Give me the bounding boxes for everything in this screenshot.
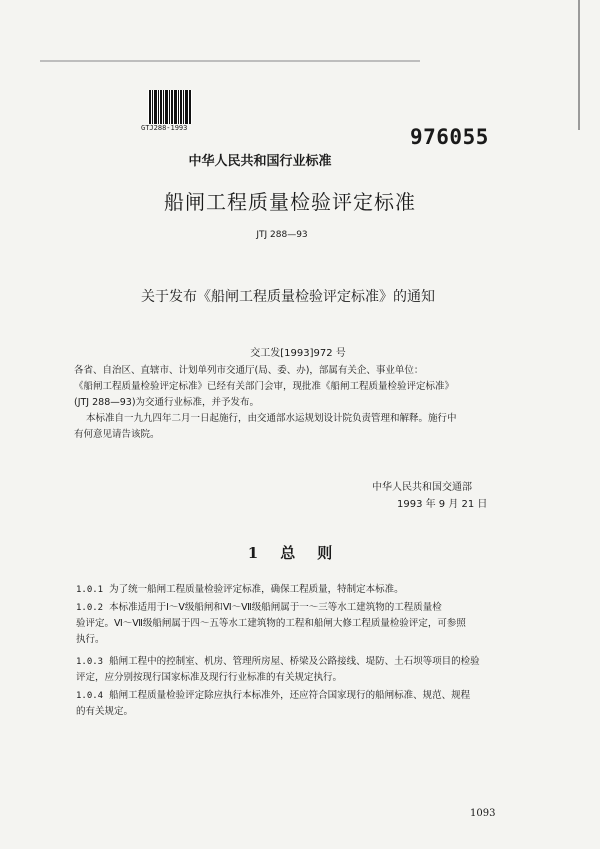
clause-text: 船闸工程中的控制室、机房、管理所房屋、桥梁及公路接线、堤防、土石坝等项目的检验 <box>109 656 480 667</box>
clause-text: 本标准适用于Ⅰ～Ⅴ级船闸和Ⅵ～Ⅶ级船闸属于一～三等水工建筑物的工程质量检 <box>109 602 442 613</box>
clause <box>76 654 518 670</box>
clause-continuation: 评定，应分别按现行国家标准及现行行业标准的有关规定执行。 <box>76 672 343 683</box>
barcode-text: GTJ288-1993 <box>141 124 188 132</box>
clause-text: 为了统一船闸工程质量检验评定标准，确保工程质量，特制定本标准。 <box>109 584 404 595</box>
notice-title-text: 关于发布《船闸工程质量检验评定标准》的通知 <box>141 289 435 305</box>
page-title-text: 船闸工程质量检验评定标准 <box>164 190 416 214</box>
scan-edge-right <box>578 0 580 130</box>
doc-issue-number-text: 交工发[1993]972 号 <box>250 348 346 359</box>
clause <box>76 582 518 598</box>
clause-continuation: 的有关规定。 <box>76 706 134 717</box>
chapter-heading <box>0 542 600 563</box>
standard-code <box>0 230 600 240</box>
notice-body-line: (JTJ 288—93)为交通行业标准，并予发布。 <box>74 397 260 408</box>
clause <box>76 600 518 616</box>
chapter-title-a: 总 <box>280 544 296 562</box>
notice-body-line: 本标准自一九九四年二月一日起施行，由交通部水运规划设计院负责管理和解释。施行中 <box>86 413 457 424</box>
clause-continuation: 执行。 <box>76 634 105 645</box>
clause-number: 1.0.4 <box>76 691 104 701</box>
page-number: 1093 <box>470 808 496 819</box>
page-title <box>0 186 600 215</box>
barcode-icon <box>148 90 192 124</box>
standard-category <box>0 150 600 169</box>
notice-body-line: 各省、自治区、直辖市、计划单列市交通厅(局、委、办)，部属有关企、事业单位： <box>74 365 424 376</box>
notice-body-line: 有何意见请告该院。 <box>74 429 160 440</box>
notice-title <box>0 286 600 306</box>
doc-issue-number <box>0 344 600 359</box>
clause <box>76 688 518 704</box>
clause-text: 船闸工程质量检验评定除应执行本标准外，还应符合国家现行的船闸标准、规范、规程 <box>109 690 471 701</box>
chapter-number: 1 <box>247 544 259 562</box>
document-number: 976055 <box>410 125 489 149</box>
chapter-title-b: 则 <box>317 544 333 562</box>
clause-number: 1.0.1 <box>76 585 104 595</box>
issuer: 中华人民共和国交通部 <box>372 482 472 493</box>
issue-date: 1993 年 9 月 21 日 <box>397 499 488 510</box>
clause-continuation: 验评定。Ⅵ～Ⅶ级船闸属于四～五等水工建筑物的工程和船闸大修工程质量检验评定，可参照 <box>76 618 466 629</box>
notice-body-line: 《船闸工程质量检验评定标准》已经有关部门会审，现批准《船闸工程质量检验评定标准》 <box>74 381 455 392</box>
clause-number: 1.0.3 <box>76 657 104 667</box>
standard-code-text: JTJ 288—93 <box>256 230 308 240</box>
standard-category-text: 中华人民共和国行业标准 <box>188 154 332 169</box>
clause-number: 1.0.2 <box>76 603 104 613</box>
scan-edge-top <box>40 60 420 62</box>
